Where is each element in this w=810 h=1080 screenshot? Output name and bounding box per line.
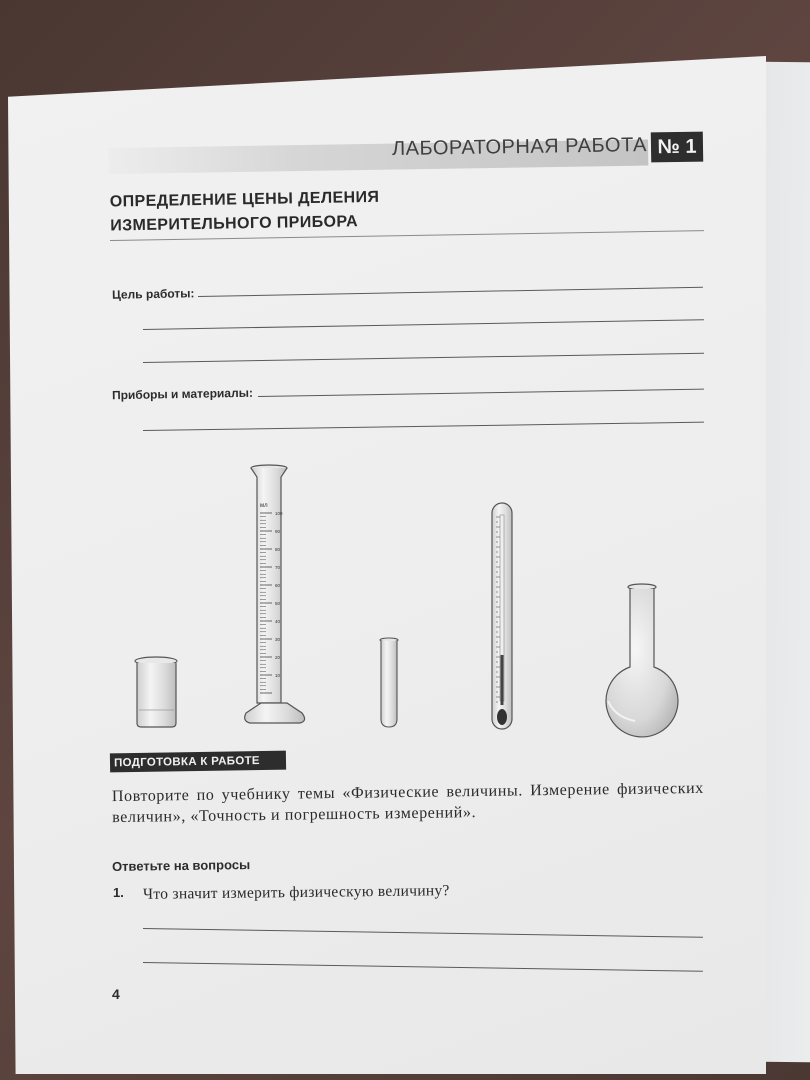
work-title-line-2: ИЗМЕРИТЕЛЬНОГО ПРИБОРА (110, 213, 359, 235)
lab-work-number: № 1 (651, 132, 703, 163)
lab-work-heading: ЛАБОРАТОРНАЯ РАБОТА (391, 133, 648, 161)
cylinder-scale-label: 80 (275, 547, 281, 552)
preparation-section-tag: ПОДГОТОВКА К РАБОТЕ (110, 751, 286, 773)
work-title-line-1: ОПРЕДЕЛЕНИЕ ЦЕНЫ ДЕЛЕНИЯ (109, 188, 380, 211)
preparation-text: Повторите по учебнику темы «Физические величины. Измерение физических величин», «Точность и погрешность измерений». (111, 779, 704, 827)
goal-label: Цель работы: (111, 286, 195, 302)
cylinder-scale-label: 70 (275, 565, 281, 570)
cylinder-scale-label: 90 (275, 529, 281, 534)
page-number: 4 (112, 986, 120, 1002)
round-flask-icon (606, 584, 678, 737)
lab-equipment-illustration (120, 455, 700, 745)
cylinder-scale-label: 30 (275, 637, 281, 642)
cylinder-scale-label: 10 (275, 673, 281, 678)
cylinder-unit-label: мл (260, 503, 268, 509)
materials-label: Приборы и материалы: (111, 385, 254, 403)
beaker-icon (135, 657, 177, 727)
cylinder-scale-label: 100 (275, 511, 283, 516)
question-1-number: 1. (113, 885, 124, 900)
questions-heading: Ответьте на вопросы (111, 857, 251, 874)
thermometer-icon (492, 503, 512, 729)
cylinder-scale-label: 50 (275, 601, 281, 606)
cylinder-scale-label: 20 (275, 655, 281, 660)
work-title (110, 181, 631, 238)
cylinder-scale-label: 40 (275, 619, 281, 624)
test-tube-icon (380, 638, 398, 727)
graduated-cylinder-icon (245, 465, 305, 723)
question-1-text: Что значит измерить физическую величину? (142, 882, 450, 903)
cylinder-scale-label: 60 (275, 583, 281, 588)
